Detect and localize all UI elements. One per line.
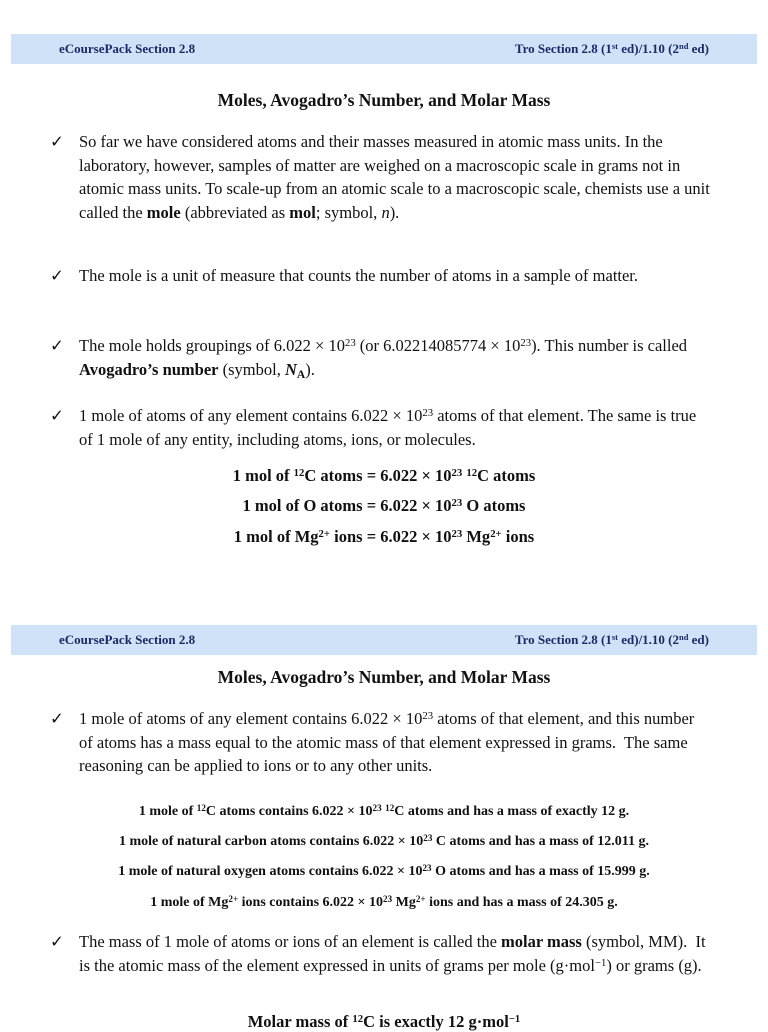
slide1-bullet-2-text: The mole is a unit of measure that counts the number of atoms in a sample of matter. bbox=[79, 266, 639, 285]
slide2-header-left: eCoursePack Section 2.8 bbox=[59, 632, 196, 647]
slide1-equation-3: 1 mol of $Mg^{2+}$ ions = $6.022 \times 10^{23}$ $Mg^{2+}$ ions bbox=[233, 527, 535, 546]
slide2-bullet-1-text: 1 mole of atoms of any element contains $6.022 \times 10^{23}$ atoms of that element, and this number of atoms has a mass equal to the atomic mass of that element expressed in grams. The same reasoning can be applied to ions or to any other units. bbox=[79, 709, 695, 775]
slide1-bullet-1 bbox=[50, 130, 710, 224]
slide1-bullet-3 bbox=[50, 334, 710, 381]
checkmark-icon: ✓ bbox=[50, 932, 64, 951]
slide2-bullet-1 bbox=[50, 707, 710, 778]
slide2-header-bar bbox=[11, 625, 757, 655]
slide2-bullet-2 bbox=[50, 930, 710, 977]
slide1-bullet-4 bbox=[50, 404, 710, 451]
slide2-equation-5: Molar mass of $^{12}$C is exactly 12 g·mol$^{-1}$ bbox=[247, 1012, 521, 1031]
slide1-bullet-1-text: So far we have considered atoms and their masses measured in atomic mass units. In the laboratory, however, samples of matter are weighed on a macroscopic scale in grams not in atomic mass units. To scale-up from an atomic scale to a macroscopic scale, chemists use a unit called the mole (abbreviated as mol; symbol, n). bbox=[79, 132, 710, 222]
slide2-header-right: Tro Section 2.8 (1st ed)/1.10 (2nd ed) bbox=[514, 632, 709, 647]
slide2-equation-4: 1 mole of $Mg^{2+}$ ions contains $6.022 \times 10^{23}$ $Mg^{2+}$ ions and has a mass of 24.305 g. bbox=[150, 893, 618, 910]
slide2-equation-2: 1 mole of natural carbon atoms contains $6.022 \times 10^{23}$ C atoms and has a mass of 12.011 g. bbox=[118, 832, 650, 849]
checkmark-icon: ✓ bbox=[50, 266, 64, 285]
checkmark-icon: ✓ bbox=[50, 709, 64, 728]
checkmark-icon: ✓ bbox=[50, 132, 64, 151]
checkmark-icon: ✓ bbox=[50, 336, 64, 355]
slide1-bullet-2 bbox=[50, 264, 710, 288]
checkmark-icon: ✓ bbox=[50, 406, 64, 425]
slide1-header-left: eCoursePack Section 2.8 bbox=[59, 41, 196, 56]
slide1-bullet-3-text: The mole holds groupings of $6.022 \times 10^{23}$ (or $6.02214085774 \times 10^{23}$). This number is called Avogadro’s number (symbol, $N_A$). bbox=[79, 336, 688, 381]
slide1-header-right: Tro Section 2.8 (1st ed)/1.10 (2nd ed) bbox=[514, 41, 709, 56]
slide1-title: Moles, Avogadro’s Number, and Molar Mass bbox=[217, 90, 551, 110]
slide2-equation-3: 1 mole of natural oxygen atoms contains $6.022 \times 10^{23}$ O atoms and has a mass of 15.999 g. bbox=[118, 862, 650, 879]
slide1-equation-2: 1 mol of O atoms = $6.022 \times 10^{23}$ O atoms bbox=[242, 496, 526, 515]
slide2-bullet-2-text: The mass of 1 mole of atoms or ions of an element is called the molar mass (symbol, MM). It is the atomic mass of the element expressed in units of grams per mole (g·mol$^{-1}$) or grams (g). bbox=[79, 932, 706, 975]
slide2-title: Moles, Avogadro’s Number, and Molar Mass bbox=[217, 667, 551, 687]
slide1-header-bar bbox=[11, 34, 757, 64]
slide2-equation-1: 1 mole of $^{12}$C atoms contains $6.022 \times 10^{23}$ $^{12}$C atoms and has a mass of exactly 12 g. bbox=[138, 802, 630, 819]
slide1-bullet-4-text: 1 mole of atoms of any element contains $6.022 \times 10^{23}$ atoms of that element. The same is true of 1 mole of any entity, including atoms, ions, or molecules. bbox=[79, 406, 697, 449]
slide1-equation-1: 1 mol of $^{12}$C atoms = $6.022 \times 10^{23}$ $^{12}$C atoms bbox=[232, 466, 536, 485]
